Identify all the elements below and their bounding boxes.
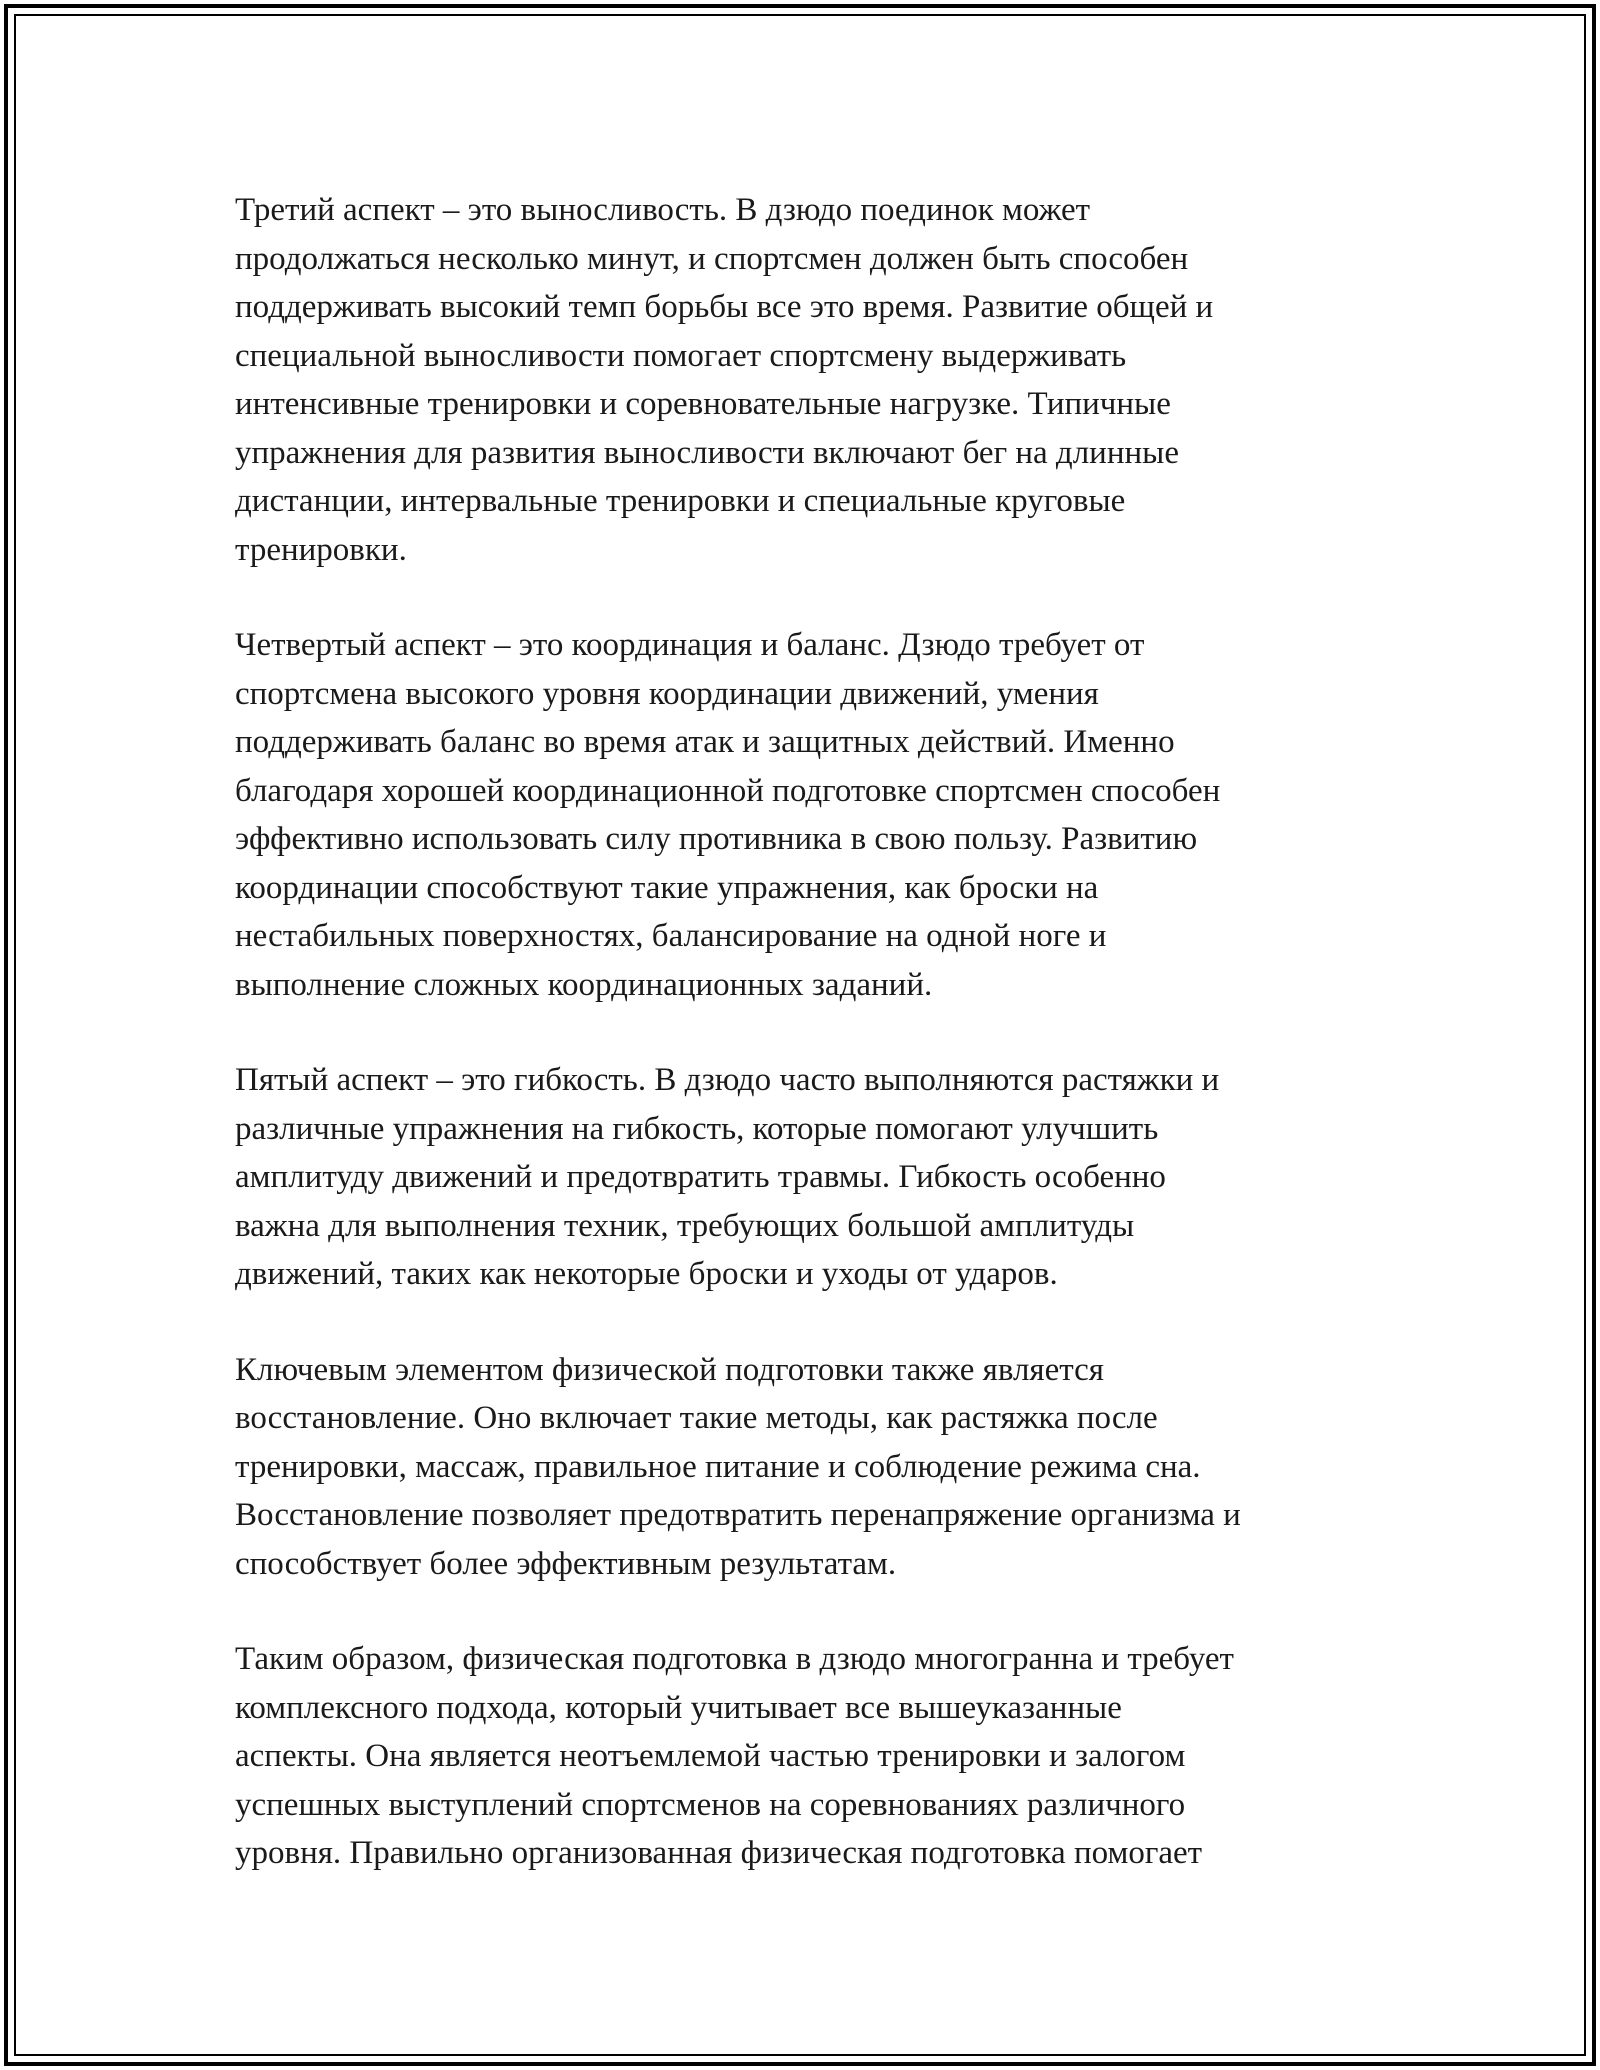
paragraph-conclusion	[235, 1635, 1385, 1878]
text-line: различные упражнения на гибкость, которые помогают улучшить	[235, 1110, 1159, 1147]
text-line: комплексного подхода, который учитывает все вышеуказанные	[235, 1689, 1122, 1726]
text-line: Восстановление позволяет предотвратить перенапряжение организма и	[235, 1497, 1241, 1533]
text-line: восстановление. Оно включает такие методы, как растяжка после	[235, 1400, 1158, 1436]
paragraph-coordination	[235, 621, 1385, 1009]
text-line: уровня. Правильно организованная физическая подготовка помогает	[235, 1835, 1203, 1871]
text-line: Ключевым элементом физической подготовки также является	[235, 1351, 1104, 1388]
text-line: продолжаться несколько минут, и спортсмен должен быть способен	[235, 240, 1189, 277]
text-line: Четвертый аспект – это координация и баланс. Дзюдо требует от	[235, 627, 1145, 663]
text-line: важна для выполнения техник, требующих большой амплитуды	[235, 1207, 1135, 1244]
paragraph-endurance	[235, 186, 1385, 574]
text-line: нестабильных поверхностях, балансирование на одной ноге и	[235, 918, 1107, 954]
text-line: выполнение сложных координационных заданий.	[235, 966, 933, 1003]
text-line: дистанции, интервальные тренировки и специальные круговые	[235, 483, 1126, 519]
text-line: упражнения для развития выносливости включают бег на длинные	[235, 434, 1179, 471]
text-line: тренировки, массаж, правильное питание и соблюдение режима сна.	[235, 1448, 1201, 1485]
text-line: поддерживать баланс во время атак и защитных действий. Именно	[235, 724, 1175, 760]
paragraph-recovery	[235, 1346, 1385, 1589]
text-line: аспекты. Она является неотъемлемой частью тренировки и залогом	[235, 1738, 1186, 1774]
text-line: Таким образом, физическая подготовка в дзюдо многогранна и требует	[235, 1641, 1234, 1677]
text-line: интенсивные тренировки и соревновательные нагрузке. Типичные	[235, 386, 1171, 422]
text-line: Третий аспект – это выносливость. В дзюдо поединок может	[235, 192, 1091, 228]
text-line: спортсмена высокого уровня координации движений, умения	[235, 675, 1099, 712]
text-line: тренировки.	[235, 531, 407, 568]
text-line: координации способствуют такие упражнения, как броски на	[235, 869, 1099, 906]
text-line: благодаря хорошей координационной подготовке спортсмен способен	[235, 772, 1221, 809]
text-line: амплитуду движений и предотвратить травмы. Гибкость особенно	[235, 1159, 1166, 1195]
text-line: эффективно использовать силу противника в свою пользу. Развитию	[235, 821, 1198, 857]
paragraph-flexibility	[235, 1056, 1385, 1299]
text-line: способствует более эффективным результатам.	[235, 1545, 897, 1582]
text-line: поддерживать высокий темп борьбы все это время. Развитие общей и	[235, 289, 1214, 325]
text-line: специальной выносливости помогает спортсмену выдерживать	[235, 337, 1127, 374]
text-line: Пятый аспект – это гибкость. В дзюдо часто выполняются растяжки и	[235, 1062, 1220, 1098]
text-line: движений, таких как некоторые броски и уходы от ударов.	[235, 1256, 1058, 1292]
text-line: успешных выступлений спортсменов на соревнованиях различного	[235, 1786, 1186, 1823]
document-body	[235, 186, 1385, 1925]
